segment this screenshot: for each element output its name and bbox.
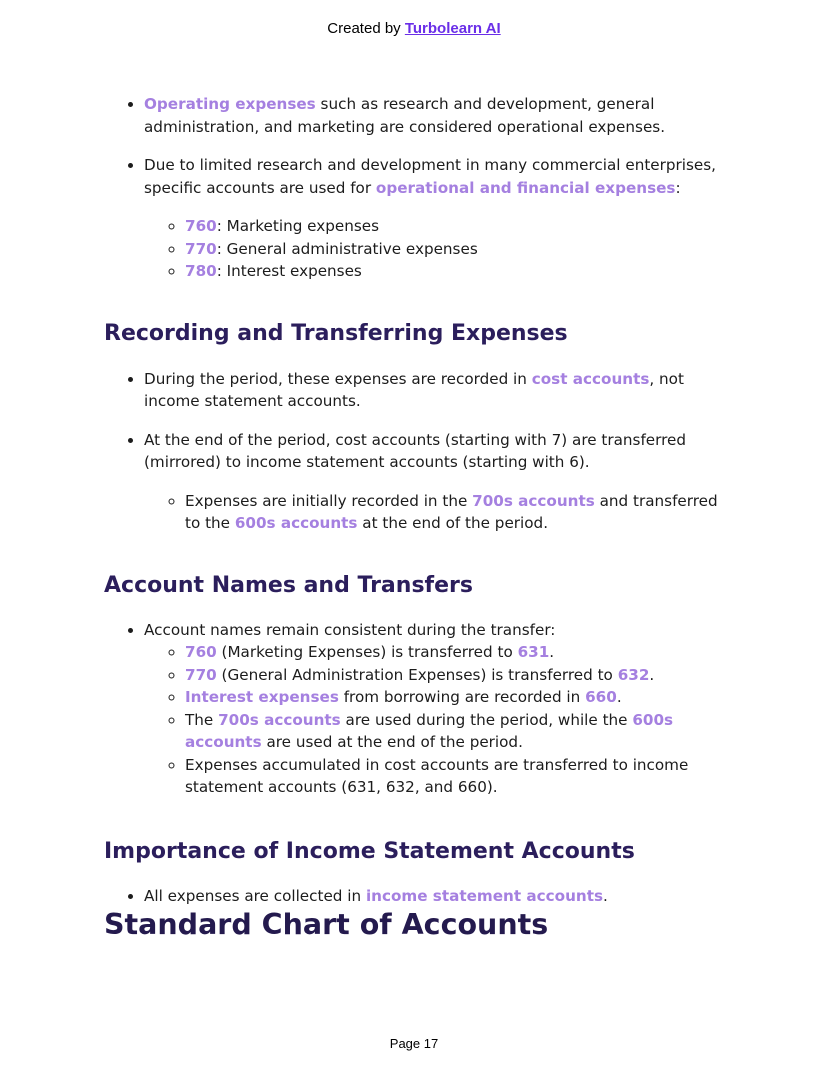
- sub-item: [185, 215, 724, 238]
- item-text: : Marketing expenses: [216, 217, 380, 235]
- page-header: [0, 20, 828, 37]
- item-text: (General Administration Expenses) is transferred to: [216, 665, 618, 684]
- highlight-term: 600s accounts: [234, 514, 358, 532]
- chart-of-accounts-heading: Standard Chart of Accounts: [104, 908, 549, 941]
- bullet-list: [104, 368, 724, 535]
- item-text: : Interest expenses: [216, 262, 362, 280]
- item-text: : General administrative expenses: [216, 239, 478, 258]
- item-text: All expenses are collected in: [144, 886, 366, 905]
- item-text: are used during the period, while the: [340, 710, 633, 729]
- item-text: Expenses accumulated in cost accounts are transferred to income statement accounts (631, 632, and 660).: [185, 755, 689, 796]
- header-prefix: Created by: [327, 20, 401, 37]
- list-item: [144, 429, 724, 535]
- item-text: from borrowing are recorded in: [338, 688, 586, 706]
- document-body: [104, 93, 724, 943]
- sub-item: [185, 686, 724, 709]
- section-heading-recording: Recording and Transferring Expenses: [104, 320, 568, 346]
- account-code: 780: [185, 262, 217, 280]
- turbolearn-link[interactable]: Turbolearn AI: [404, 20, 501, 37]
- item-text: , not income statement accounts.: [144, 369, 684, 410]
- list-item: [144, 619, 724, 799]
- item-text: During the period, these expenses are recorded in: [144, 369, 532, 388]
- item-text: (Marketing Expenses) is transferred to: [216, 643, 518, 661]
- account-code: 770: [185, 239, 217, 258]
- item-text: .: [616, 688, 622, 706]
- highlight-term: cost accounts: [531, 369, 650, 388]
- account-code: 760: [185, 643, 217, 661]
- item-text: such as research and development, general administration, and marketing are considered operational expenses.: [144, 95, 666, 136]
- highlight-term: 600s accounts: [185, 710, 674, 751]
- item-text: :: [675, 178, 681, 197]
- account-code: 660: [585, 688, 617, 706]
- item-text: .: [549, 643, 555, 661]
- item-text: .: [649, 665, 655, 684]
- list-item: [144, 154, 724, 283]
- highlight-term: 700s accounts: [472, 491, 595, 510]
- account-code: 760: [185, 217, 217, 235]
- item-text: The: [185, 710, 219, 729]
- bullet-list: [104, 885, 724, 908]
- sub-item: [185, 709, 724, 754]
- section-heading-account-names: Account Names and Transfers: [104, 572, 473, 598]
- item-text: and transferred to the: [185, 491, 718, 532]
- sub-item: [185, 260, 724, 283]
- item-text: At the end of the period, cost accounts (starting with 7) are transferred (mirrored) to income statement accounts (starting with 6).: [144, 430, 687, 471]
- list-item: [144, 885, 724, 908]
- list-item: [144, 368, 724, 413]
- bullet-list: [104, 619, 724, 799]
- section-heading-importance: Importance of Income Statement Accounts: [104, 838, 635, 864]
- sub-item: [185, 641, 724, 664]
- item-text: Account names remain consistent during the transfer:: [144, 620, 556, 639]
- sub-item: [185, 238, 724, 261]
- item-text: are used at the end of the period.: [261, 733, 523, 751]
- highlight-term: 700s accounts: [218, 710, 341, 729]
- sub-list: [144, 641, 724, 799]
- sub-item: [185, 664, 724, 687]
- account-code: 632: [617, 665, 650, 684]
- sub-item: [185, 490, 724, 535]
- highlight-term: income statement accounts: [365, 886, 604, 905]
- highlight-term: Operating expenses: [144, 95, 316, 113]
- sub-list: [144, 490, 724, 535]
- sub-list: [144, 215, 724, 283]
- item-text: at the end of the period.: [357, 514, 549, 532]
- item-text: Expenses are initially recorded in the: [185, 491, 473, 510]
- highlight-term: operational and financial expenses: [375, 178, 676, 197]
- list-item: [144, 93, 724, 138]
- bullet-list: [104, 93, 724, 283]
- sub-item: [185, 754, 724, 799]
- item-text: Due to limited research and development in many commercial enterprises, specific accounts are used for: [144, 156, 716, 197]
- item-text: .: [603, 886, 608, 905]
- page-number: Page 17: [389, 1036, 439, 1051]
- account-code: 631: [517, 643, 550, 661]
- highlight-term: Interest expenses: [185, 688, 339, 706]
- account-code: 770: [185, 665, 217, 684]
